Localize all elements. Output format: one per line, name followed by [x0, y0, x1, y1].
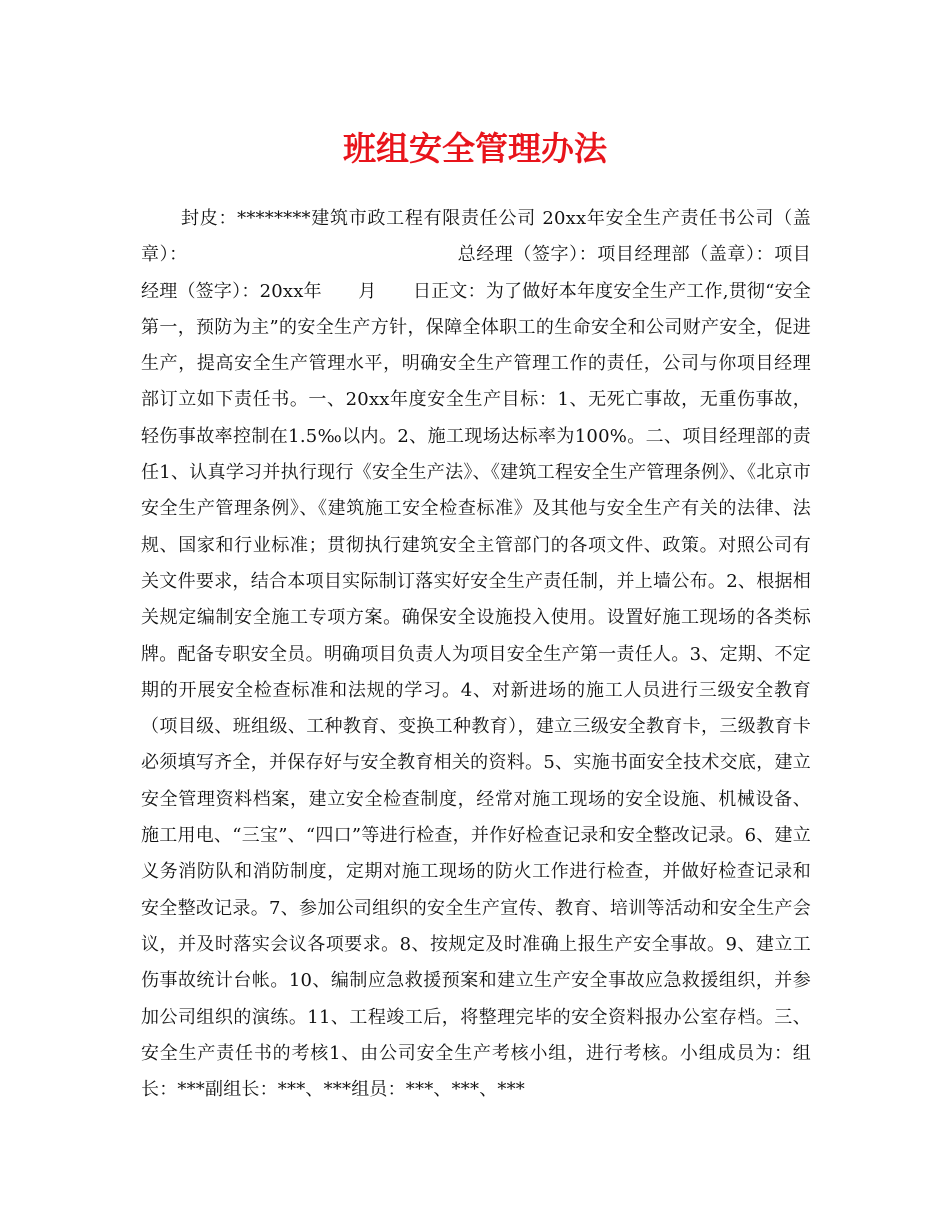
document-body: 封皮：********建筑市政工程有限责任公司 20xx年安全生产责任书公司（盖章）： 总经理（签字）：项目经理部（盖章）：项目经理（签字）：20xx年 月 日正文：为了做好本年度安全生产工作,贯彻“安全第一，预防为主”的安全生产方针，保障全体职工的生命安全和公司财产安全，促进生产，提高安全生产管理水平，明确安全生产管理工作的责任，公司与你项目经理部订立如下责任书。一、20xx年度安全生产目标：1、无死亡事故，无重伤事故，轻伤事故率控制在1.5‰以内。2、施工现场达标率为100%。二、项目经理部的责任1、认真学习并执行现行《安全生产法》、《建筑工程安全生产管理条例》、《北京市安全生产管理条例》、《建筑施工安全检查标准》及其他与安全生产有关的法律、法规、国家和行业标准；贯彻执行建筑安全主管部门的各项文件、政策。对照公司有关文件要求，结合本项目实际制订落实好安全生产责任制，并上墙公布。2、根据相关规定编制安全施工专项方案。确保安全设施投入使用。设置好施工现场的各类标牌。配备专职安全员。明确项目负责人为项目安全生产第一责任人。3、定期、不定期的开展安全检查标准和法规的学习。4、对新进场的施工人员进行三级安全教育（项目级、班组级、工种教育、变换工种教育），建立三级安全教育卡，三级教育卡必须填写齐全，并保存好与安全教育相关的资料。5、实施书面安全技术交底，建立安全管理资料档案，建立安全检查制度，经常对施工现场的安全设施、机械设备、施工用电、“三宝”、“四口”等进行检查，并作好检查记录和安全整改记录。6、建立义务消防队和消防制度，定期对施工现场的防火工作进行检查，并做好检查记录和安全整改记录。7、参加公司组织的安全生产宣传、教育、培训等活动和安全生产会议，并及时落实会议各项要求。8、按规定及时准确上报生产安全事故。9、建立工伤事故统计台帐。10、编制应急救援预案和建立生产安全事故应急救援组织，并参加公司组织的演练。11、工程竣工后，将整理完毕的安全资料报办公室存档。三、安全生产责任书的考核1、由公司安全生产考核小组，进行考核。小组成员为：组长：***副组长：***、***组员：***、***、*** — [141, 208, 811, 1101]
document-title: 班组安全管理办法 — [343, 129, 607, 168]
